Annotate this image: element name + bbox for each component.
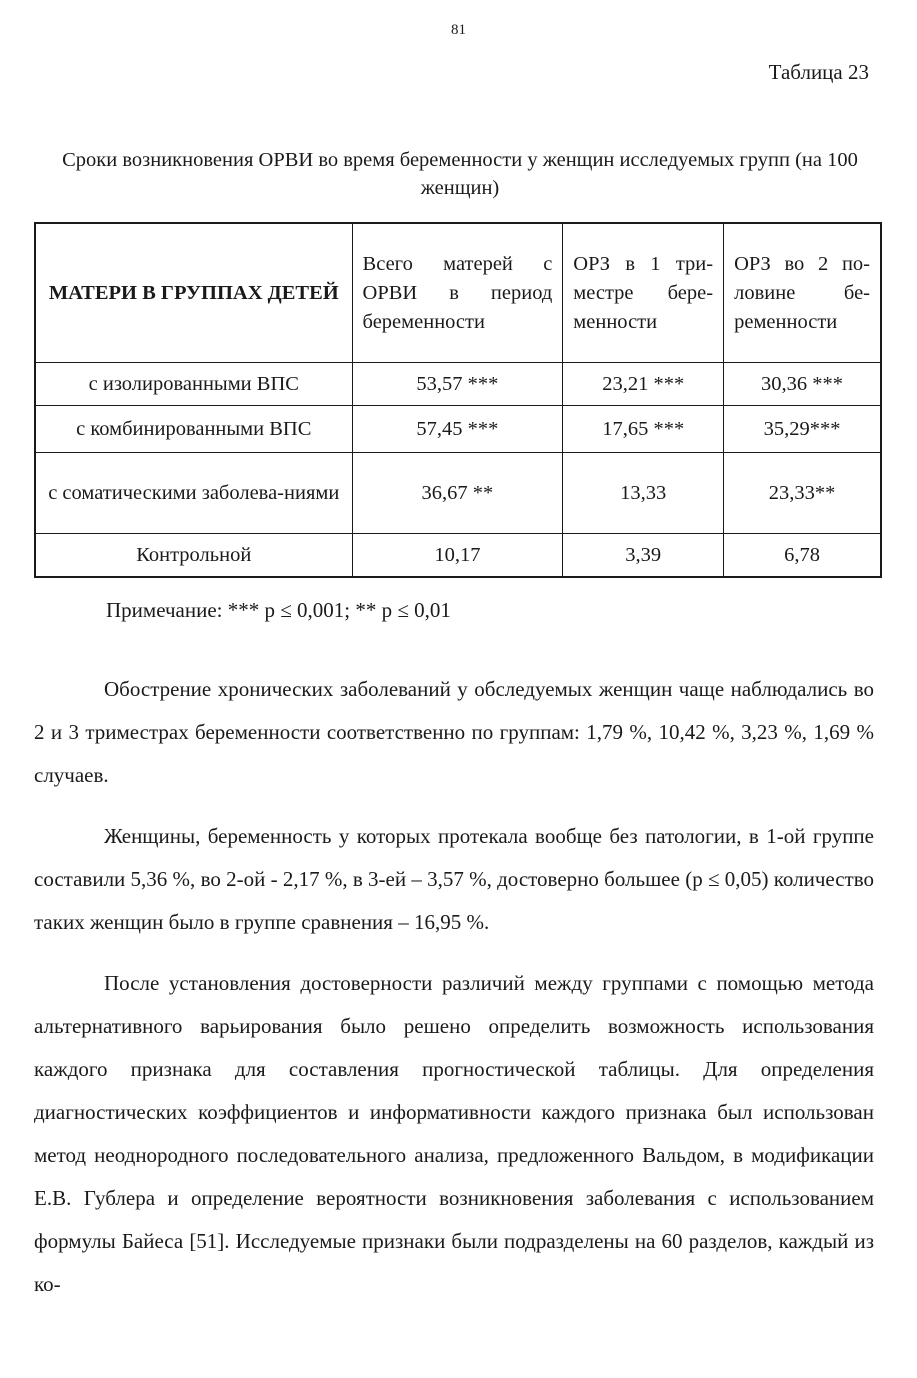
table-caption: Сроки возникновения ОРВИ во время беременности у женщин исследуемых групп (на 100 женщин)	[62, 149, 858, 199]
row-label: с соматическими заболева-ниями	[35, 453, 352, 534]
table-label: Таблица 23	[768, 60, 869, 84]
paragraph: Обострение хронических заболеваний у обследуемых женщин чаще наблюдались во 2 и 3 триместрах беременности соответственно по группам: 1,79 %, 10,42 %, 3,23 %, 1,69 % случаев.	[34, 677, 874, 787]
table-cell: 17,65 ***	[563, 406, 724, 453]
table-cell: 30,36 ***	[724, 363, 881, 406]
table-row	[35, 363, 881, 406]
table-row	[35, 406, 881, 453]
paragraph: После установления достоверности различий между группами с помощью метода альтернативного варьирования было решено определить возможность использования каждого признака для составления прогностической таблицы. Для определения диагностических коэффициентов и информативности каждого признака был использован метод неоднородного последовательного анализа, предложенного Вальдом, в модификации Е.В. Гублера и определение вероятности возникновения заболевания с использованием формулы Байеса [51]. Исследуемые признаки были подразделены на 60 разделов, каждый из ко-	[34, 971, 874, 1296]
table-row	[35, 453, 881, 534]
table-cell: 3,39	[563, 534, 724, 578]
header-cell: МАТЕРИ В ГРУППАХ ДЕТЕЙ	[35, 223, 352, 363]
data-table	[34, 222, 882, 578]
table-cell: 53,57 ***	[352, 363, 563, 406]
table-cell: 6,78	[724, 534, 881, 578]
paragraph: Женщины, беременность у которых протекала вообще без патологии, в 1-ой группе составили 5,36 %, во 2-ой - 2,17 %, в 3-ей – 3,57 %, достоверно большее (p ≤ 0,05) количество таких женщин было в группе сравнения – 16,95 %.	[34, 824, 874, 934]
table-header-row	[35, 223, 881, 363]
page-number: 81	[451, 22, 466, 38]
table-cell: 35,29***	[724, 406, 881, 453]
header-cell: ОРЗ в 1 три-местре бере-менности	[563, 223, 724, 363]
table-cell: 13,33	[563, 453, 724, 534]
header-cell: Всего матерей с ОРВИ в период беременности	[352, 223, 563, 363]
table-note: Примечание: *** p ≤ 0,001; ** p ≤ 0,01	[106, 598, 451, 622]
header-cell: ОРЗ во 2 по-ловине бе-ременности	[724, 223, 881, 363]
table-cell: 23,33**	[724, 453, 881, 534]
row-label: с комбинированными ВПС	[35, 406, 352, 453]
table-cell: 36,67 **	[352, 453, 563, 534]
row-label: Контрольной	[35, 534, 352, 578]
row-label: с изолированными ВПС	[35, 363, 352, 406]
table-row	[35, 534, 881, 578]
body-text	[34, 668, 874, 1324]
table-cell: 23,21 ***	[563, 363, 724, 406]
table-cell: 57,45 ***	[352, 406, 563, 453]
table-cell: 10,17	[352, 534, 563, 578]
